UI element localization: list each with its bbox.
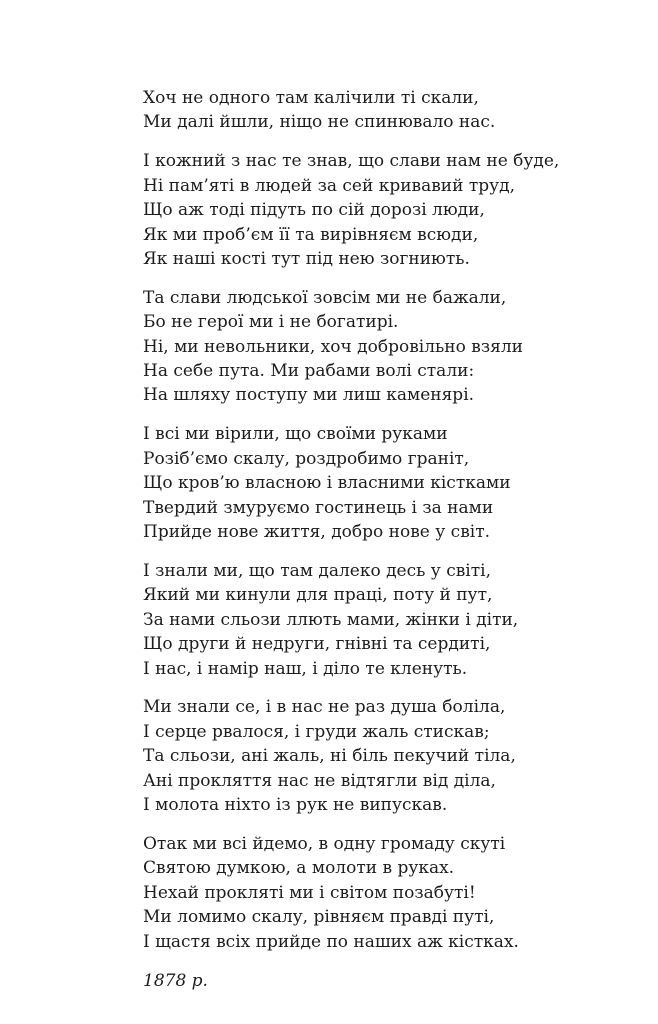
poem-text (143, 86, 633, 993)
poem-line: Та слави людської зовсім ми не бажали, (143, 287, 507, 308)
stanza (143, 286, 633, 408)
poem-line: На себе пута. Ми рабами волі стали: (143, 361, 475, 382)
poem-line: На шляху поступу ми лиш каменярі. (143, 385, 475, 406)
poem-line: Та сльози, ані жаль, ні біль пекучий тіла, (143, 746, 516, 767)
poem-line: Бо не герої ми і не богатирі. (143, 312, 399, 333)
poem-line: За нами сльози ллють мами, жінки і діти, (143, 609, 519, 630)
stanza (143, 422, 633, 544)
poem-line: Ми ломимо скалу, рівняєм правді путі, (143, 907, 495, 928)
poem-line: Ми далі йшли, ніщо не спинювало нас. (143, 112, 496, 133)
poem-line: Твердий змуруємо гостинець і за нами (143, 497, 494, 518)
poem-line: І знали ми, що там далеко десь у світі, (143, 560, 491, 581)
poem-date: 1878 р. (143, 970, 208, 991)
stanza (143, 86, 633, 135)
poem-line: Розіб’ємо скалу, роздробимо граніт, (143, 448, 470, 469)
poem-line: І нас, і намір наш, і діло те кленуть. (143, 658, 468, 679)
poem-line: Як наші кості тут під нею зогниють. (143, 248, 470, 269)
stanza (143, 695, 633, 817)
poem-line: І молота ніхто із рук не випускав. (143, 795, 448, 816)
poem-line: І щастя всіх прийде по наших аж кістках. (143, 931, 519, 952)
poem-line: І всі ми вірили, що своїми руками (143, 424, 448, 445)
stanza (143, 559, 633, 681)
poem-line: Що аж тоді підуть по сій дорозі люди, (143, 200, 485, 221)
poem-line: Нехай прокляті ми і світом позабуті! (143, 882, 476, 903)
poem-line: Отак ми всі йдемо, в одну громаду скуті (143, 833, 506, 854)
poem-line: Ні, ми невольники, хоч добровільно взяли (143, 336, 523, 357)
poem-line: Хоч не одного там калічили ті скали, (143, 88, 479, 108)
stanza (143, 149, 633, 271)
poem-line: Ані прокляття нас не відтягли від діла, (143, 770, 496, 791)
poem-line: Що кров’ю власною і власними кістками (143, 473, 511, 494)
poem-line: Святою думкою, а молоти в руках. (143, 858, 455, 879)
poem-line: Як ми проб’єм її та вирівняєм всюди, (143, 224, 479, 245)
poem-line: Що други й недруги, гнівні та сердиті, (143, 634, 491, 655)
poem-line: І кожний з нас те знав, що слави нам не буде, (143, 151, 560, 172)
stanza (143, 832, 633, 954)
poem-line: І серце рвалося, і груди жаль стискав; (143, 721, 490, 742)
poem-line: Ми знали се, і в нас не раз душа боліла, (143, 697, 506, 718)
poem-line: Прийде нове життя, добро нове у світ. (143, 522, 491, 542)
poem-line: Який ми кинули для праці, поту й пут, (143, 585, 493, 606)
poem-line: Ні пам’яті в людей за сей кривавий труд, (143, 175, 516, 196)
